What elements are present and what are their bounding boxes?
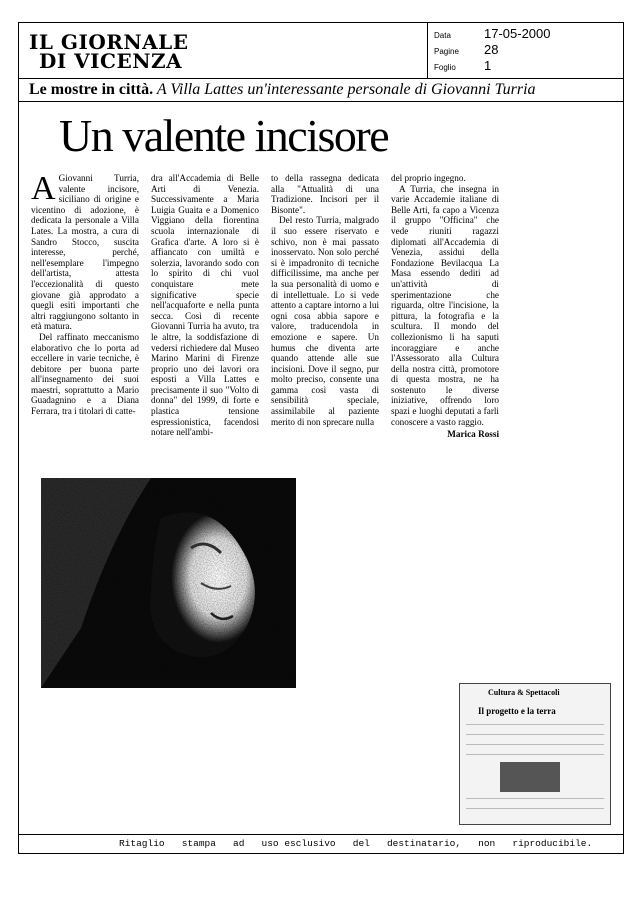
clipping-frame [18, 22, 624, 854]
article-kicker [29, 81, 617, 99]
engraving-photo [41, 478, 296, 688]
page-thumbnail [459, 683, 611, 825]
newspaper-masthead [29, 30, 189, 73]
article-column-1 [31, 170, 139, 417]
paragraph: Del resto Turria, malgrado il suo essere riservato e schivo, non è mai passato inosservato. Non solo perché si è impadronito di tecniche difficilissime, ma anche per la sua personalità di uomo e di intellettuale. Lo si vede attento a captare intorno a lui ogni cosa abbia sapore e valore, traducendola in emozione e sapere. Un humus che diventa arte quando attende alle sue incisioni. Dove il segno, pur molto preciso, consente una gamma così vasta di sensibilità speciale, assimilabile al paziente merito di non sprecare nulla [271, 215, 379, 427]
paragraph: to della rassegna dedicata alla "Attualità di una Tradizione. Incisori per il Bisonte". [271, 173, 379, 215]
drop-cap: A [31, 170, 56, 207]
sheet-value: 1 [484, 58, 492, 73]
pages-value: 28 [484, 42, 499, 57]
paragraph: A Turria, che insegna in varie Accademie italiane di Belle Arti, fa capo a Vicenza il gruppo "Officina" che vede riuniti ragazzi diplomati all'Accademia di Venezia, assidui della Fondazione Bevilacqua La Masa essendo dediti ad un'attività di sperimentazione che riguarda, oltre l'incisione, la pittura, la fotografia e la scultura. Il mondo del collezionismo li ha saputi incoraggiare e anche l'Assessorato alla Cultura della nostra città, promotore di questa mostra, ne ha sostenuto le diverse iniziative, offrendo loro spazi e luoghi deputati a farli conoscere a vasto raggio. [391, 183, 499, 427]
clipping-meta [427, 23, 626, 78]
masthead-line-1: IL GIORNALE [29, 30, 189, 54]
thumbnail-section: Cultura & Spettacoli [488, 688, 560, 697]
footer-row [19, 834, 623, 853]
kicker-section: Le mostre in città. [29, 81, 154, 98]
header-row [19, 23, 623, 79]
masthead-line-2: DI VICENZA [39, 49, 183, 73]
date-label: Data [434, 31, 451, 40]
paragraph: del proprio ingegno. [391, 173, 466, 183]
sheet-label: Foglio [434, 63, 456, 72]
date-value: 17-05-2000 [484, 26, 551, 41]
kicker-row [19, 79, 623, 102]
pages-label: Pagine [434, 47, 459, 56]
article-column-2 [151, 173, 259, 438]
author-signature: Marica Rossi [447, 429, 499, 440]
article-column-4 [391, 173, 499, 440]
paragraph: Del raffinato meccanismo elaborativo che lo porta ad eccellere in varie tecniche, è debitore per buona parte all'insegnamento dei suoi maestri, soprattutto a Mario Guadagnino e a Diana Ferrara, tra i titolari di catte- [31, 331, 139, 417]
paragraph: A Giovanni Turria, valente incisore, siciliano di origine e vicentino di adozione, è dedicata la personale a Villa Lates. La mostra, a cura di Sandro Stocco, suscita interesse, perché, nell'esemplare l'impegno dell'artista, attesta l'eccezionalità di questo giovane già approdato a quegli esiti importanti che altri raggiungono soltanto in età matura. [31, 170, 139, 332]
article-headline: Un valente incisore [59, 110, 389, 161]
article-column-3 [271, 173, 379, 427]
thumbnail-heading: Il progetto e la terra [478, 706, 556, 716]
reproduction-notice: Ritaglio stampa ad uso esclusivo del destinatario, non riproducibile. [119, 838, 593, 849]
paragraph: dra all'Accademia di Belle Arti di Venezia. Successivamente a Maria Luigia Guaita e a Domenico Viggiano della fiorentina scuola internazionale di Grafica d'arte. A loro si è affiancato con umiltà e solerzia, lavorando sodo con lo spirito di chi vuol conquistare mete significative specie nell'acquaforte e nella punta secca. Così di recente Giovanni Turria ha avuto, tra le altre, la soddisfazione di vedersi richiedere dal Museo Marino Marini di Firenze proprio uno dei lavori ora esposti a Villa Lattes e precisamente il suo "Volto di donna" del 1999, di forte e plastica tensione espressionistica, facendosi notare nell'ambi- [151, 173, 259, 438]
kicker-subtitle: A Villa Lattes un'interessante personale di Giovanni Turria [153, 81, 536, 98]
